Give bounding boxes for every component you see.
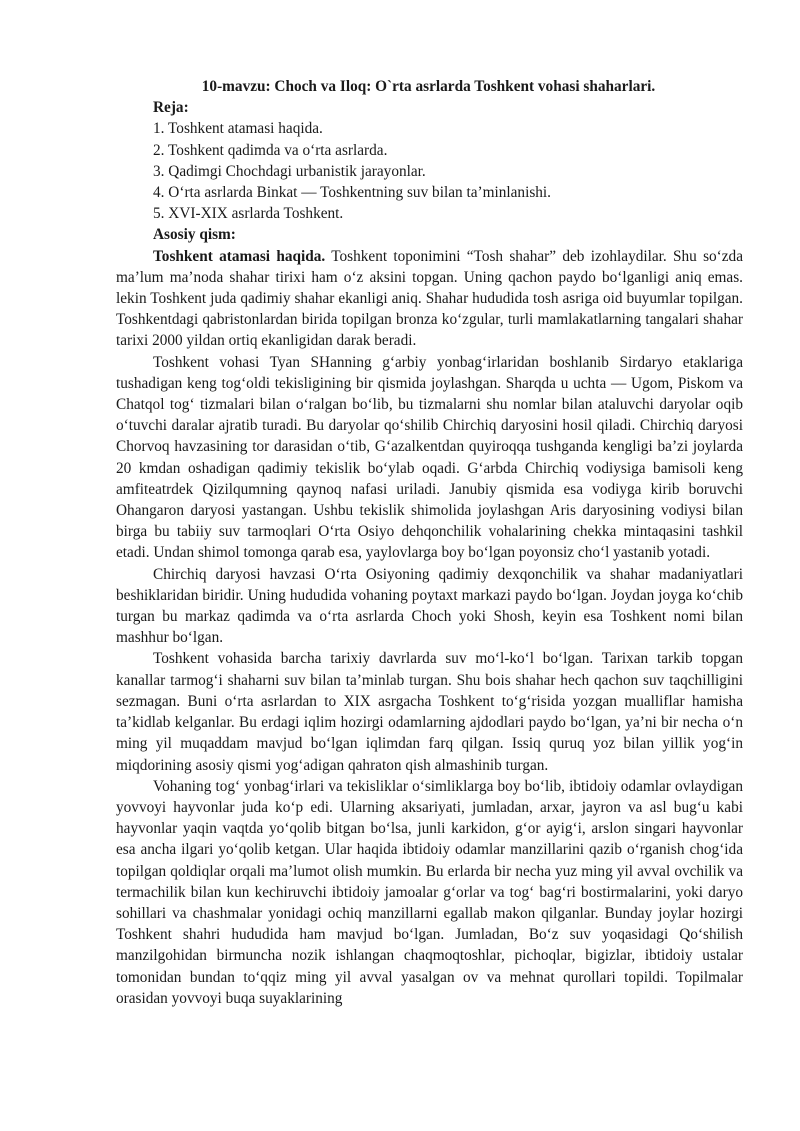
plan-item: 5. XVI-XIX asrlarda Toshkent. [153,205,344,223]
paragraph-1 [116,246,743,352]
paragraph-4: Toshkent vohasida barcha tarixiy davrlarda suv mo‘l-ko‘l bo‘lgan. Tarixan tarkib topgan kanallar tarmog‘i shaharni suv bilan ta’minlab turgan. Shu bois shahar hech qachon suv taqchilligini sezmagan. Buni o‘rta asrlardan to XIX asrgacha Toshkent to‘g‘risida yozgan mualliflar hamisha ta’kidlab kelganlar. Bu erdagi iqlim hozirgi odamlarning ajdodlari paydo bo‘lgan, ya’ni bir necha o‘n ming yil muqaddam mavjud bo‘lgan iqlimdan farq qilgan. Issiq quruq yoz bilan yillik yog‘in miqdorining asosiy qismi yog‘adigan qahraton qish almashinib turgan. [116,650,743,774]
plan-list [116,118,743,224]
plan-item: 1. Toshkent atamasi haqida. [153,120,323,138]
plan-item: 4. O‘rta asrlarda Binkat — Toshkentning suv bilan ta’minlanishi. [153,184,551,202]
document-title: 10-mavzu: Choch va Iloq: O`rta asrlarda Toshkent vohasi shaharlari. [201,78,656,95]
paragraph-5: Vohaning tog‘ yonbag‘irlari va tekisliklar o‘simliklarga boy bo‘lib, ibtidoiy odamlar ovlaydigan yovvoyi hayvonlar juda ko‘p edi. Ularning aksariyati, jumladan, arxar, jayron va asl bug‘u kabi hayvonlar yaqin vaqtda yo‘qolib bitgan bo‘lsa, junli karkidon, g‘or ayig‘i, arslon singari hayvonlar esa ancha ilgari yo‘qolib ketgan. Ular haqida ibtidoiy odamlar manzillarini qazib o‘rganish chog‘ida topilgan qoldiqlar orqali ma’lumot olish mumkin. Bu erlarda bir necha yuz ming yil avval ovchilik va termachilik bilan kun kechiruvchi ibtidoiy jamoalar g‘orlar va tog‘ bag‘ri bostirmalarini, yoki daryo sohillari va chashmalar yonidagi ochiq manzillarni egallab makon qilganlar. Bunday joylar hozirgi Toshkent shahri hududida ham mavjud bo‘lgan. Jumladan, Bo‘z suv yoqasidagi Qo‘shilish manzilgohidan birmuncha nozik ishlangan chaqmoqtoshlar, pichoqlar, bigizlar, ibtidoiy ustalar tomonidan bundan to‘qqiz ming yil avval yasalgan ov va mehnat qurollari topildi. Topilmalar orasidan yovvoyi buqa suyaklarining [116,777,743,1007]
paragraph-1-text: Toshkent toponimini “Tosh shahar” deb izohlaydilar. Shu so‘zda ma’lum ma’noda shahar tirixi ham o‘z aksini topgan. Uning qachon paydo bo‘lganligi aniq emas. lekin Toshkent juda qadimiy shahar ekanligi aniq. Shahar hududida tosh asriga oid buyumlar topilgan. Toshkentdagi qabristonlardan birida topilgan bronza ko‘zgular, turli mamlakatlarning tangalari shahar tarixi 2000 yildan ortiq ekanligidan darak beradi. [116,247,743,350]
main-heading: Asosiy qism: [153,226,236,244]
plan-item: 2. Toshkent qadimda va o‘rta asrlarda. [153,141,388,159]
plan-item: 3. Qadimgi Chochdagi urbanistik jarayonlar. [153,162,426,180]
plan-heading: Reja: [153,99,189,117]
paragraph-2: Toshkent vohasi Tyan SHanning g‘arbiy yonbag‘irlaridan boshlanib Sirdaryo etaklariga tushadigan keng tog‘oldi tekisligining bir qismida joylashgan. Sharqda u uchta — Ugom, Piskom va Chatqol tog‘ tizmalari bilan o‘ralgan bo‘lib, bu tizmalarni shu nomlar bilan ataluvchi daryolar oqib o‘tuvchi daralar ajratib turadi. Bu daryolar qo‘shilib Chirchiq daryosini hosil qiladi. Chirchiq daryosi Chorvoq havzasining tor darasidan o‘tib, G‘azalkentdan quyiroqqa tushganda kengligi ba’zi joylarda 20 kmdan oshadigan qadimiy tekislik bo‘ylab oqadi. G‘arbda Chirchiq vodiysiga bamisoli keng amfiteatrdek Qizilqumning qaynoq nafasi uriladi. Janubiy qismida esa vodiyga kirib boruvchi Ohangaron daryosi yastangan. Ushbu tekislik shimolida joylashgan Aris daryosining vodiysi bilan birga bu tabiiy suv tarmoqlari O‘rta Osiyo dehqonchilik vohalarining chekka mintaqasini tashkil etadi. Undan shimol tomonga qarab esa, yaylovlarga boy bo‘lgan poyonsiz cho‘l yastanib yotadi. [116,353,743,562]
paragraph-3: Chirchiq daryosi havzasi O‘rta Osiyoning qadimiy dexqonchilik va shahar madaniyatlari beshiklaridan biridir. Uning hududida vohaning poytaxt markazi paydo bo‘lgan. Joydan joyga ko‘chib turgan bu markaz qadimda va o‘rta asrlarda Choch yoki Shosh, keyin esa Toshkent nomi bilan mashhur bo‘lgan. [116,565,743,647]
paragraph-1-lead: Toshkent atamasi haqida. [153,247,326,265]
